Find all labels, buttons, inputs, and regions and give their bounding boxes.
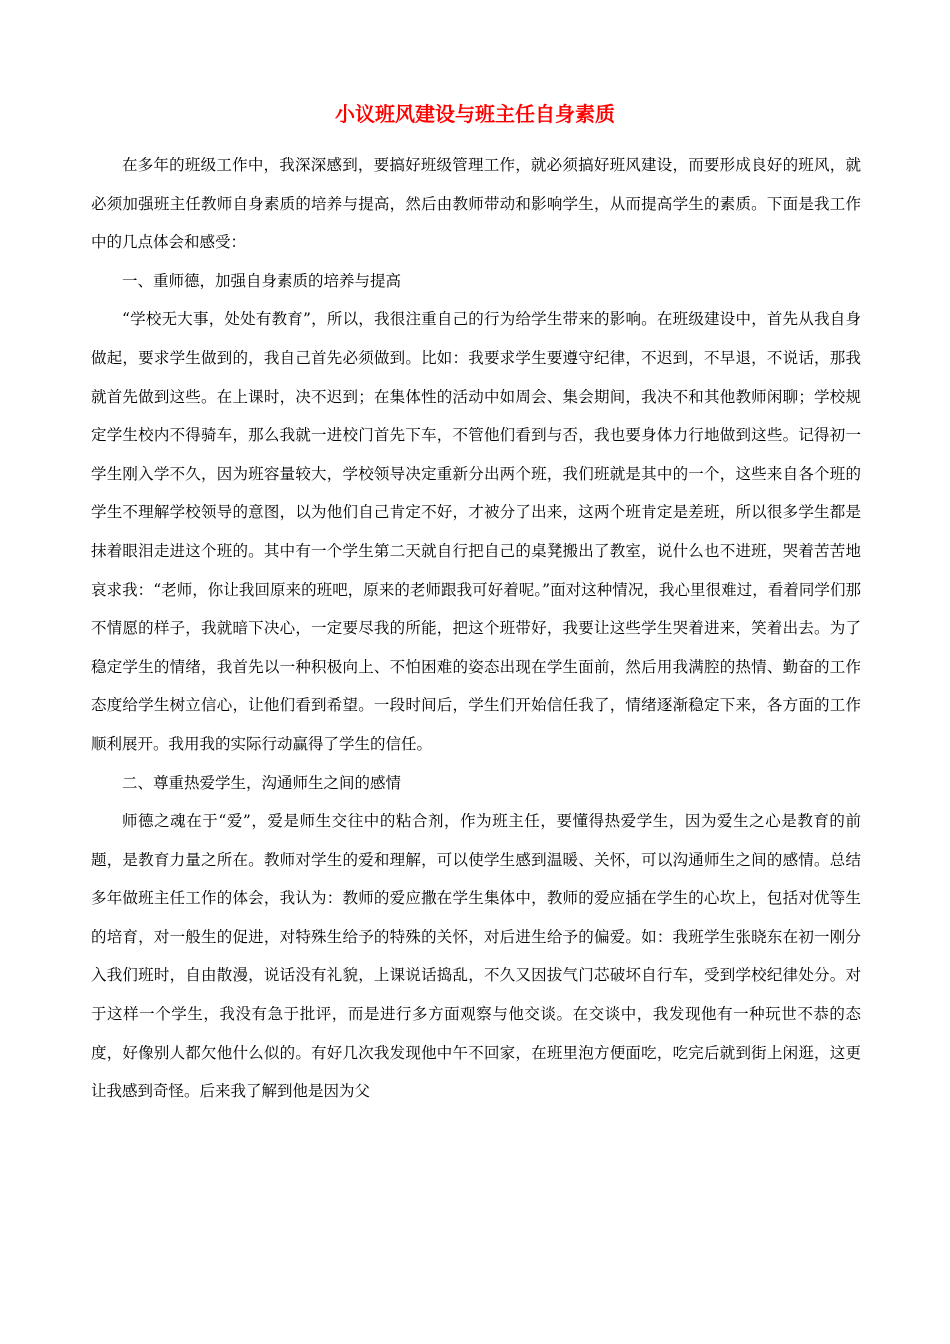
- document-title: 小议班风建设与班主任自身素质: [335, 102, 615, 126]
- section-1-paragraph: “学校无大事，处处有教育”，所以，我很注重自己的行为给学生带来的影响。在班级建设中，首先从我自身做起，要求学生做到的，我自己首先必须做到。比如：我要求学生要遵守纪律，不迟到，不早退，不说话，那我就首先做到这些。在上课时，决不迟到；在集体性的活动中如周会、集会期间，我决不和其他教师闲聊；学校规定学生校内不得骑车，那么我就一进校门首先下车，不管他们看到与否，我也要身体力行地做到这些。记得初一学生刚入学不久，因为班容量较大，学校领导决定重新分出两个班，我们班就是其中的一个，这些来自各个班的学生不理解学校领导的意图，以为他们自己肯定不好，才被分了出来，这两个班肯定是差班，所以很多学生都是抹着眼泪走进这个班的。其中有一个学生第二天就自行把自己的桌凳搬出了教室，说什么也不进班，哭着苦苦地哀求我：“老师，你让我回原来的班吧，原来的老师跟我可好着呢。”面对这种情况，我心里很难过，看着同学们那不情愿的样子，我就暗下决心，一定要尽我的所能，把这个班带好，我要让这些学生哭着进来，笑着出去。为了稳定学生的情绪，我首先以一种积极向上、不怕困难的姿态出现在学生面前，然后用我满腔的热情、勤奋的工作态度给学生树立信心，让他们看到希望。一段时间后，学生们开始信任我了，情绪逐渐稳定下来，各方面的工作顺利展开。我用我的实际行动赢得了学生的信任。: [91, 310, 861, 753]
- document-body: [91, 146, 861, 1111]
- section-heading-2: 二、尊重热爱学生，沟通师生之间的感情: [122, 773, 402, 792]
- section-2-paragraph: 师德之魂在于“爱”，爱是师生交往中的粘合剂，作为班主任，要懂得热爱学生，因为爱生之心是教育的前题，是教育力量之所在。教师对学生的爱和理解，可以使学生感到温暖、关怀，可以沟通师生之间的感情。总结多年做班主任工作的体会，我认为：教师的爱应撒在学生集体中，教师的爱应插在学生的心坎上，包括对优等生的培育，对一般生的促进，对特殊生给予的特殊的关怀，对后进生给予的偏爱。如：我班学生张晓东在初一刚分入我们班时，自由散漫，说话没有礼貌，上课说话捣乱，不久又因拔气门芯破坏自行车，受到学校纪律处分。对于这样一个学生，我没有急于批评，而是进行多方面观察与他交谈。在交谈中，我发现他有一种玩世不恭的态度，好像别人都欠他什么似的。有好几次我发现他中午不回家，在班里泡方便面吃，吃完后就到街上闲逛，这更让我感到奇怪。后来我了解到他是因为父: [91, 812, 861, 1101]
- section-heading-1: 一、重师德，加强自身素质的培养与提高: [122, 271, 402, 290]
- intro-paragraph: 在多年的班级工作中，我深深感到，要搞好班级管理工作，就必须搞好班风建设，而要形成良好的班风，就必须加强班主任教师自身素质的培养与提高，然后由教师带动和影响学生，从而提高学生的素质。下面是我工作中的几点体会和感受：: [91, 156, 861, 252]
